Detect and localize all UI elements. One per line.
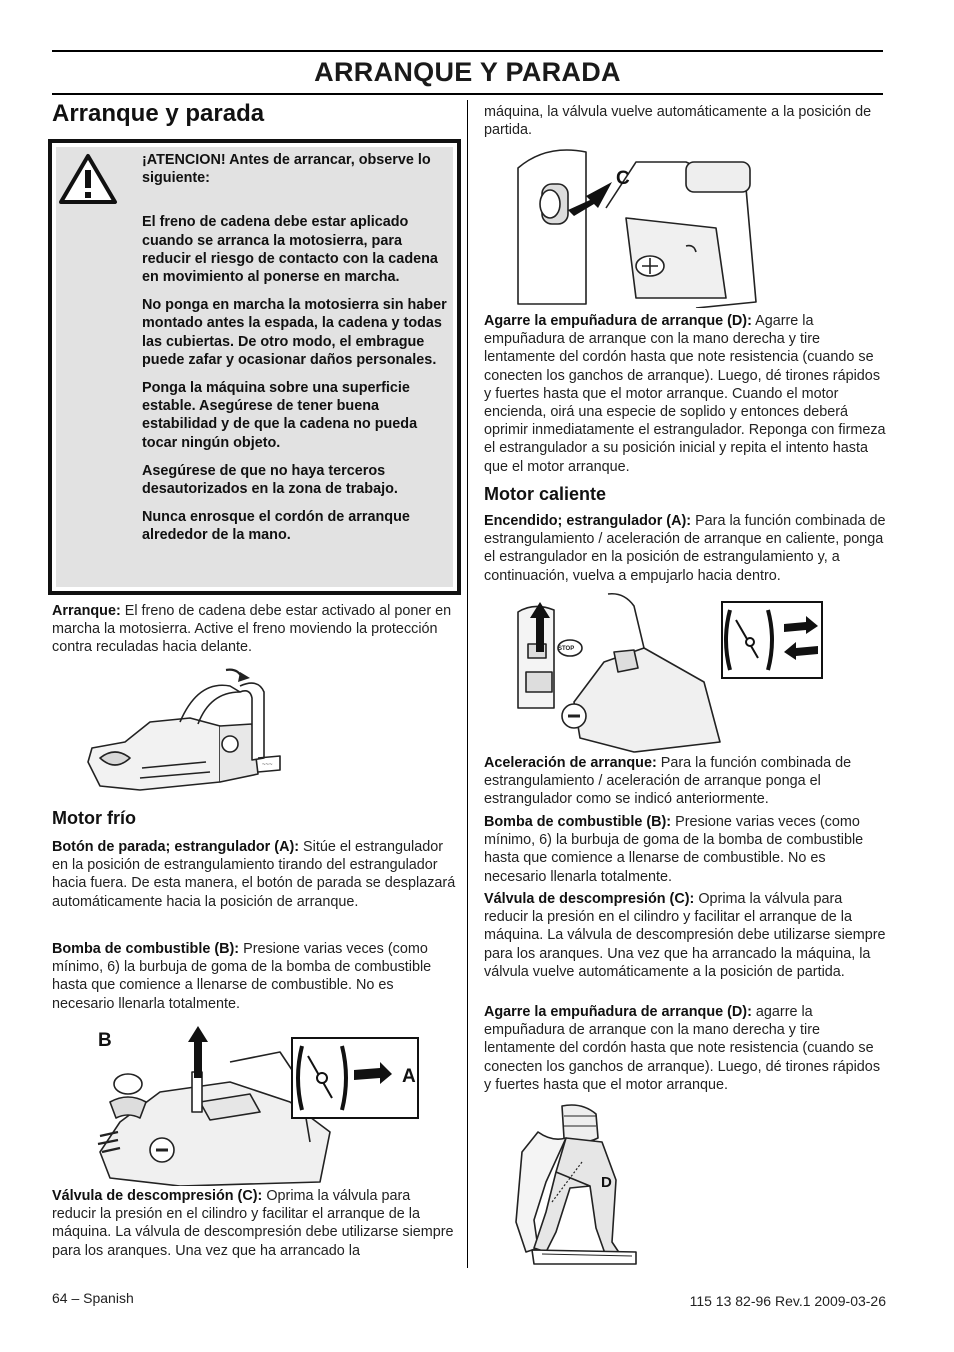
agarre2-paragraph xyxy=(484,1003,886,1094)
valvula-label: Válvula de descompresión (C): xyxy=(52,1188,263,1204)
warning-item: Nunca enrosque el cordón de arranque alrededor de la mano. xyxy=(142,509,410,544)
encendido-paragraph xyxy=(484,512,886,585)
decompression-valve-illustration xyxy=(516,148,770,308)
boton-label: Botón de parada; estrangulador (A): xyxy=(52,839,300,855)
valvula-paragraph xyxy=(52,1187,456,1260)
stop-label: STOP xyxy=(558,646,575,652)
encendido-label: Encendido; estrangulador (A): xyxy=(484,513,692,529)
figure-label-a: A xyxy=(402,1066,416,1087)
motor-frio-heading: Motor frío xyxy=(52,808,136,828)
chainsaw-chain-brake-illustration xyxy=(80,662,290,802)
operator-pulling-starter-illustration xyxy=(512,1102,642,1270)
agarre2-label: Agarre la empuñadura de arranque (D): xyxy=(484,1004,752,1020)
arranque-label: Arranque: xyxy=(52,603,121,619)
boton-text: Sitúe el estrangulador en la posición de estrangulamiento tirando del estrangulador hacia fuera. De esta manera, el botón de parada se desplazará automáticamente hacia la posición de arranque. xyxy=(52,839,456,910)
warning-item: El freno de cadena debe estar aplicado cuando se arranca la motosierra, para reducir el riesgo de contacto con la cadena en movimiento al ponerse en marcha. xyxy=(142,214,438,286)
bomba-text: Presione varias veces (como mínimo, 6) la burbuja de goma de la bomba de combustible hasta que comience a llenarse de combustible. No es necesario llenarla totalmente. xyxy=(52,941,432,1012)
agarre-text: Agarre la empuñadura de arranque con la mano derecha y tire lentamente del cordón hasta que note resistencia (cuando se conecten los ganchos de arranque). Luego, dé tirones rápidos y fuertes hasta que el motor arranque. Cuando el motor encienda, oirá una especie de soplido y entonces deberá oprimir inmediatamente el estrangulador. Reponga con firmeza el estrangulador a su posición inicial y repita el intento hasta que el motor arranque. xyxy=(484,313,886,475)
aceleracion-text: Para la función combinada de estrangulamiento / aceleración de arranque ponga el estrangulador como se indicó anteriormente. xyxy=(484,755,852,808)
header-rule-top xyxy=(52,50,883,52)
choke-primer-illustration xyxy=(80,1022,426,1186)
arranque-paragraph xyxy=(52,602,456,657)
arranque-text: El freno de cadena debe estar activado al poner en marcha la motosierra. Active el freno moviendo la protección contra reculadas hacia delante. xyxy=(52,603,452,656)
section-title: Arranque y parada xyxy=(52,100,265,127)
valvula-right-paragraph xyxy=(484,890,886,981)
warning-intro: ¡ATENCION! Antes de arrancar, observe lo siguiente: xyxy=(142,152,431,187)
encendido-text: Para la función combinada de estrangulamiento / aceleración de arranque en caliente, ponga el estrangulador en la posición de estrangulamiento y, a continuación, vuelva a empujarlo hacia dentro. xyxy=(484,513,886,584)
valvula-text: Oprima la válvula para reducir la presión en el cilindro y facilitar el arranque de la máquina. La válvula de descompresión debe utilizarse siempre para los aranques. Una vez que ha arrancado la xyxy=(52,1188,454,1259)
warning-triangle-icon xyxy=(58,153,118,205)
page-title: ARRANQUE Y PARADA xyxy=(314,57,621,87)
bomba-paragraph xyxy=(52,940,456,1013)
agarre-label: Agarre la empuñadura de arranque (D): xyxy=(484,313,752,329)
footer-docref: 115 13 82-96 Rev.1 2009-03-26 xyxy=(689,1293,886,1309)
aceleracion-label: Aceleración de arranque: xyxy=(484,755,657,771)
warning-item: No ponga en marcha la motosierra sin haber montado antes la espada, la cadena y todas las cubiertas. De otro modo, el embrague puede zafar y ocasionar daños personales. xyxy=(142,297,447,368)
warning-box-inner xyxy=(56,147,453,587)
aceleracion-paragraph xyxy=(484,754,886,809)
warm-start-illustration xyxy=(514,592,826,754)
motor-caliente-heading: Motor caliente xyxy=(484,484,607,504)
boton-paragraph xyxy=(52,838,456,911)
agarre2-text: agarre la empuñadura de arranque con la mano derecha y tire lentamente del cordón hasta que note resistencia (cuando se conecten los ganchos de arranque). Luego, dé tirones rápidos y fuertes hasta que el motor arranque. xyxy=(484,1004,881,1093)
bomba-right-paragraph xyxy=(484,813,886,886)
valvula-continuation: máquina, la válvula vuelve automáticamente a la posición de partida. xyxy=(484,104,872,139)
footer-page: 64 – Spanish xyxy=(52,1290,134,1306)
valvula-right-label: Válvula de descompresión (C): xyxy=(484,891,695,907)
figure-label-d: D xyxy=(601,1174,612,1191)
warning-item: Ponga la máquina sobre una superficie estable. Asegúrese de tener buena estabilidad y de que la cadena no pueda tocar ningún objeto. xyxy=(142,380,418,451)
warning-item: Asegúrese de que no haya terceros desautorizados en la zona de trabajo. xyxy=(142,462,398,498)
bomba-right-text: Presione varias veces (como mínimo, 6) la burbuja de goma de la bomba de combustible hasta que comience a llenarse de combustible. No es necesario llenarla totalmente. xyxy=(484,814,864,885)
warning-box xyxy=(48,139,461,595)
agarre-paragraph xyxy=(484,312,886,476)
bomba-right-label: Bomba de combustible (B): xyxy=(484,814,672,830)
header-rule-bottom xyxy=(52,93,883,95)
column-divider xyxy=(467,100,468,1268)
bomba-label: Bomba de combustible (B): xyxy=(52,941,240,957)
figure-label-c: C xyxy=(616,168,630,189)
valvula-right-text: Oprima la válvula para reducir la presión en el cilindro y facilitar el arranque de la máquina. La válvula de descompresión debe utilizarse siempre para los aranques. Una vez que ha arrancado la máquina, la válvula vuelve automáticamente a la posición de partida. xyxy=(484,891,886,980)
warning-text xyxy=(142,151,454,555)
figure-label-b: B xyxy=(98,1030,112,1051)
svg-text:~~~: ~~~ xyxy=(262,762,273,768)
